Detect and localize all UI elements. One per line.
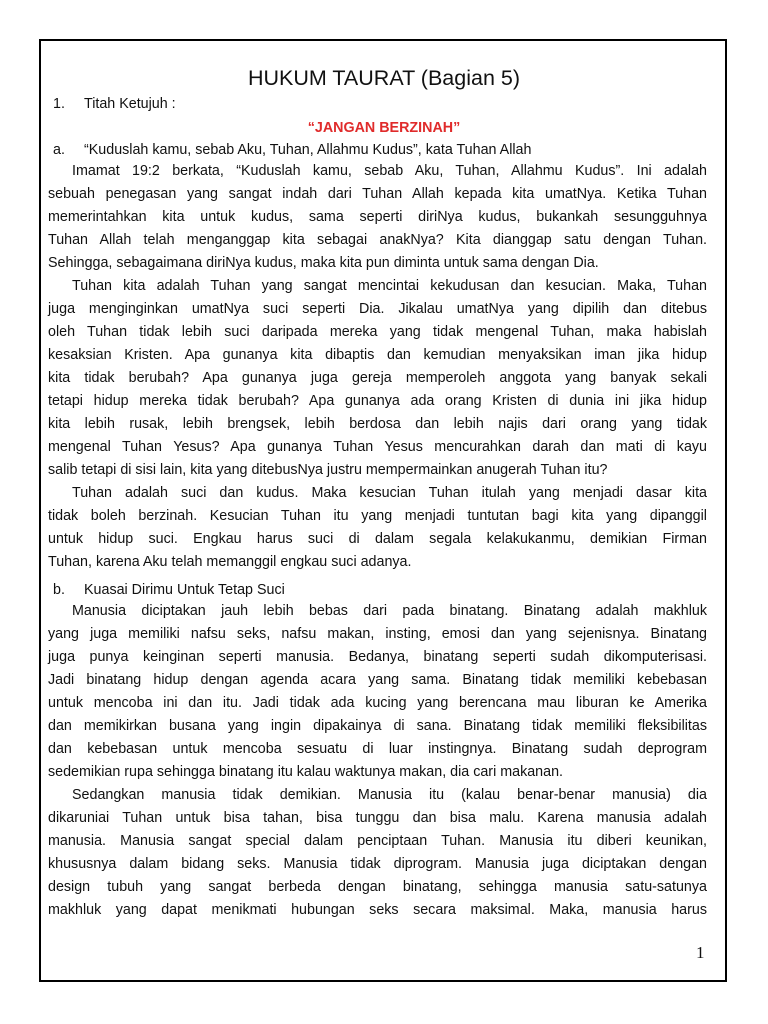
- list-item-label: Titah Ketujuh :: [84, 96, 176, 112]
- paragraph-line: manusia. Manusia sangat special dalam penciptaan Tuhan. Manusia itu diberi keunikan,: [48, 833, 707, 849]
- page-number: 1: [696, 943, 705, 962]
- paragraph-line: memerintahkan kita untuk kudus, sama seperti diriNya kudus, bukankah sesungguhnya: [48, 209, 707, 225]
- list-number: 1.: [53, 96, 65, 112]
- paragraph-line: yang juga memiliki nafsu seks, nafsu makan, insting, emosi dan yang sejenisnya. Binatang: [48, 626, 707, 642]
- paragraph-line: Tuhan, karena Aku telah memanggil engkau suci adanya.: [48, 554, 412, 570]
- section-a-heading: “Kuduslah kamu, sebab Aku, Tuhan, Allahmu Kudus”, kata Tuhan Allah: [84, 142, 532, 158]
- paragraph-line: khususnya dalam bidang seks. Manusia tidak diprogram. Manusia juga diciptakan dengan: [48, 856, 707, 872]
- paragraph-line: untuk mencoba ini dan itu. Jadi tidak ada kucing yang berencana mau liburan ke Amerika: [48, 695, 707, 711]
- paragraph-line: design tubuh yang sangat berbeda dengan binatang, sehingga manusia satu-satunya: [48, 879, 707, 895]
- paragraph-line: Sehingga, sebagaimana diriNya kudus, maka kita pun diminta untuk sama dengan Dia.: [48, 255, 599, 271]
- paragraph-line: Manusia diciptakan jauh lebih bebas dari pada binatang. Binatang adalah makhluk: [72, 603, 707, 619]
- section-b-marker: b.: [53, 582, 65, 598]
- paragraph-line: oleh Tuhan tidak lebih suci daripada mereka yang tidak mengenal Tuhan, maka habislah: [48, 324, 707, 340]
- paragraph-line: salib tetapi di sisi lain, kita yang ditebusNya justru mempermainkan anugerah Tuhan itu?: [48, 462, 608, 478]
- paragraph-line: sedemikian rupa sehingga binatang itu kalau waktunya makan, dia cari makanan.: [48, 764, 564, 780]
- paragraph-line: sebuah penegasan yang sangat indah dari Tuhan Allah kepada kita umatNya. Ketika Tuhan: [48, 186, 707, 202]
- paragraph-line: untuk hidup suci. Engkau harus suci di dalam segala kelakukanmu, demikian Firman: [48, 531, 707, 547]
- paragraph-line: Imamat 19:2 berkata, “Kuduslah kamu, sebab Aku, Tuhan, Allahmu Kudus”. Ini adalah: [72, 163, 707, 179]
- paragraph-line: Jadi binatang hidup dengan agenda acara yang sama. Binatang tidak memiliki kebebasan: [48, 672, 707, 688]
- paragraph-line: juga punya keinginan seperti manusia. Bedanya, binatang seperti sudah dikomputerisasi.: [48, 649, 707, 665]
- paragraph-line: mengenal Tuhan Yesus? Apa gunanya Tuhan Yesus mencurahkan darah dan mati di kayu: [48, 439, 707, 455]
- section-a-marker: a.: [53, 142, 65, 158]
- paragraph-line: juga menginginkan umatNya suci seperti Dia. Jikalau umatNya yang dipilih dan ditebus: [48, 301, 707, 317]
- paragraph-line: kita lebih rusak, lebih brengsek, lebih berdosa dan lebih najis dari orang yang tidak: [48, 416, 707, 432]
- paragraph-line: makhluk yang dapat menikmati hubungan seks secara maksimal. Maka, manusia harus: [48, 902, 707, 918]
- paragraph-line: Tuhan kita adalah Tuhan yang sangat mencintai kekudusan dan kesucian. Maka, Tuhan: [72, 278, 707, 294]
- paragraph-line: dan kebebasan untuk mencoba sesuatu di luar instingnya. Binatang sudah deprogram: [48, 741, 707, 757]
- paragraph-line: dan memikirkan busana yang ingin dipakainya di sana. Binatang tidak memiliki fleksibilitas: [48, 718, 707, 734]
- paragraph-line: tetapi hidup mereka tidak berubah? Apa gunanya ada orang Kristen di dunia ini jika hidup: [48, 393, 707, 409]
- paragraph-line: Tuhan Allah telah menganggap kita sebagai anakNya? Kita dianggap satu dengan Tuhan.: [48, 232, 707, 248]
- page-title: HUKUM TAURAT (Bagian 5): [247, 66, 520, 90]
- paragraph-line: dikaruniai Tuhan untuk bisa tahan, bisa tunggu dan bisa malu. Karena manusia adalah: [48, 810, 707, 826]
- paragraph-line: kita tidak berubah? Apa gunanya juga gereja memperoleh anggota yang banyak sekali: [48, 370, 707, 386]
- paragraph-line: kesaksian Kristen. Apa gunanya kita dibaptis dan kemudian menyaksikan iman jika hidup: [48, 347, 707, 363]
- paragraph-line: Tuhan adalah suci dan kudus. Maka kesucian Tuhan itulah yang menjadi dasar kita: [72, 485, 707, 501]
- commandment-heading: “JANGAN BERZINAH”: [307, 120, 461, 136]
- section-b-heading: Kuasai Dirimu Untuk Tetap Suci: [84, 582, 285, 598]
- paragraph-line: Sedangkan manusia tidak demikian. Manusia itu (kalau benar-benar manusia) dia: [72, 787, 707, 803]
- paragraph-line: tidak boleh berzinah. Kesucian Tuhan itu yang menjadi tuntutan bagi kita yang dipanggil: [48, 508, 707, 524]
